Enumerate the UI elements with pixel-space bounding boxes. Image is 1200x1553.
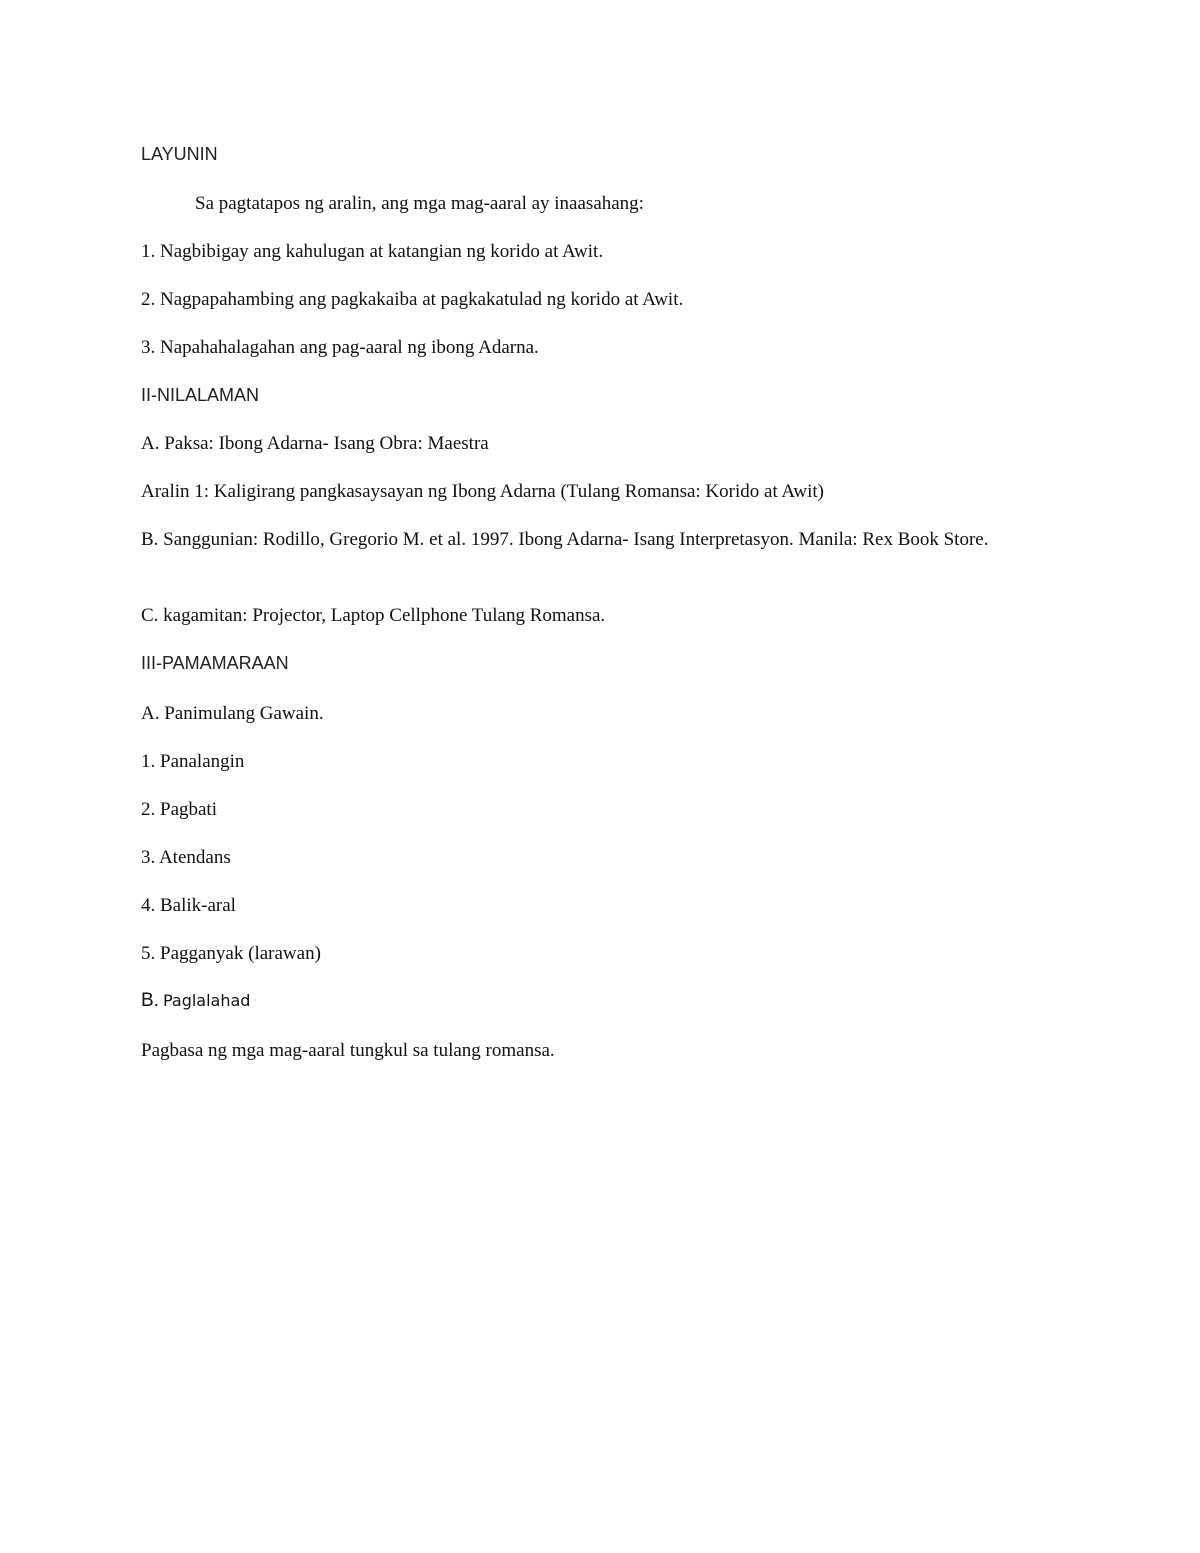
paksa-line: A. Paksa: Ibong Adarna- Isang Obra: Maestra (141, 433, 489, 454)
panimula-line: A. Panimulang Gawain. (141, 703, 324, 724)
paglalahad-line (141, 987, 250, 1016)
paglalahad-letter: B. (141, 990, 159, 1011)
objective-item: 3. Napahahalagahan ang pag-aaral ng ibong Adarna. (141, 337, 539, 358)
procedure-step: 3. Atendans (141, 847, 231, 868)
section-heading-nilalaman: II-NILALAMAN (141, 385, 260, 405)
objective-item: 1. Nagbibigay ang kahulugan at katangian ng korido at Awit. (141, 241, 604, 262)
sanggunian-line: B. Sanggunian: Rodillo, Gregorio M. et al. 1997. Ibong Adarna- Isang Interpretasyon. Manila: Rex Book Store. (141, 529, 989, 550)
kagamitan-line: C. kagamitan: Projector, Laptop Cellphone Tulang Romansa. (141, 605, 606, 626)
paglalahad-label: Paglalahad (162, 991, 251, 1010)
procedure-step: 5. Pagganyak (larawan) (141, 943, 321, 964)
pagbasa-line: Pagbasa ng mga mag-aaral tungkul sa tulang romansa. (141, 1040, 555, 1061)
procedure-step: 4. Balik-aral (141, 895, 236, 916)
aralin-line: Aralin 1: Kaligirang pangkasaysayan ng Ibong Adarna (Tulang Romansa: Korido at Awit) (141, 481, 825, 502)
section-heading-pamamaraan: III-PAMAMARAAN (141, 653, 289, 673)
layunin-intro: Sa pagtatapos ng aralin, ang mga mag-aaral ay inaasahang: (195, 193, 644, 214)
procedure-step: 2. Pagbati (141, 799, 217, 820)
objective-item: 2. Nagpapahambing ang pagkakaiba at pagkakatulad ng korido at Awit. (141, 289, 684, 310)
procedure-step: 1. Panalangin (141, 751, 245, 772)
section-heading-layunin: LAYUNIN (141, 144, 218, 164)
